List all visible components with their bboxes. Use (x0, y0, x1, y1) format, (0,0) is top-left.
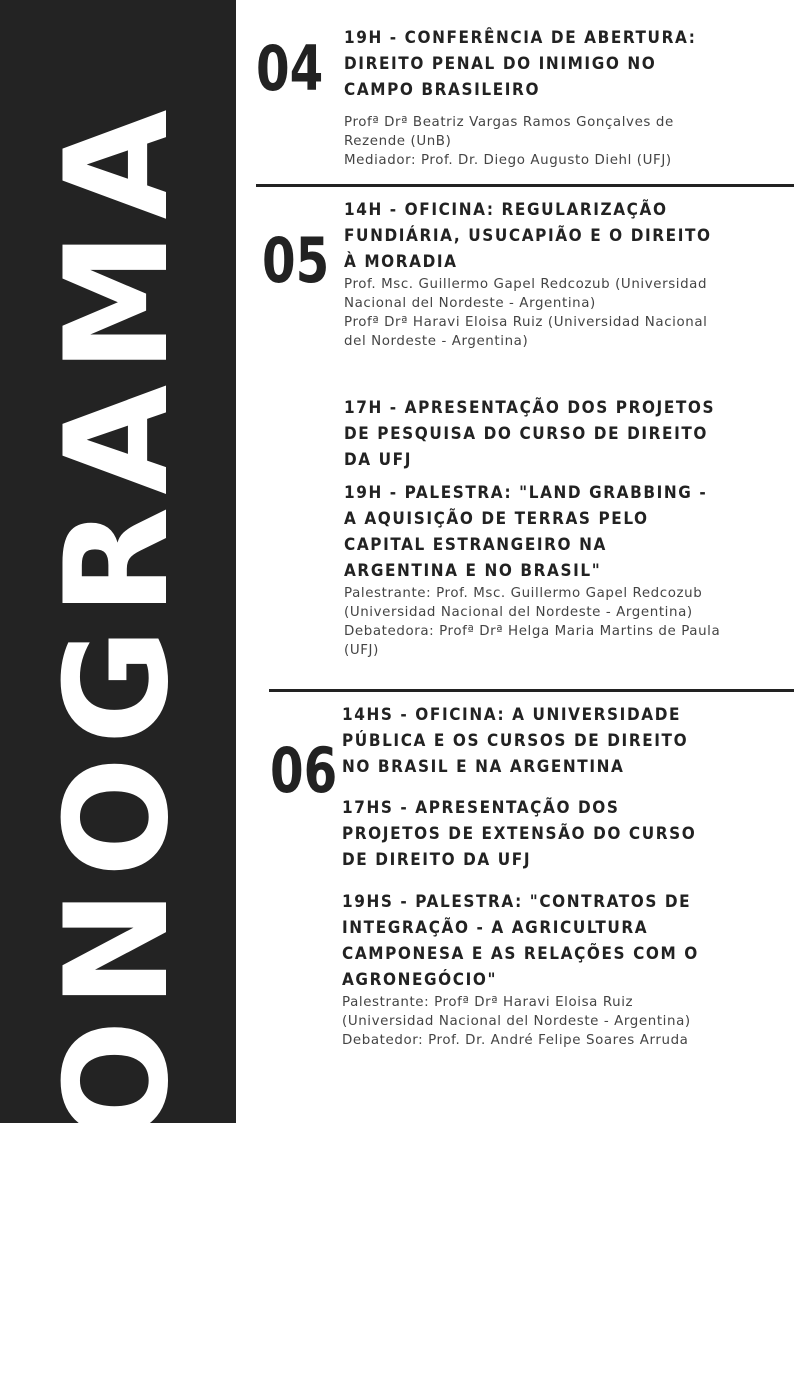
event-block (342, 702, 722, 780)
event-speaker: Profª Drª Beatriz Vargas Ramos Gonçalves de Rezende (UnB) (344, 115, 674, 149)
event-heading: 14HS - OFICINA: A UNIVERSIDADE PÚBLICA E OS CURSOS DE DIREITO NO BRASIL E NA ARGENTINA (342, 705, 689, 777)
event-heading: 14H - OFICINA: REGULARIZAÇÃO FUNDIÁRIA, USUCAPIÃO E O DIREITO À MORADIA (344, 200, 712, 272)
event-block (344, 197, 724, 351)
event-speaker: Prof. Msc. Guillermo Gapel Redcozub (Universidad Nacional del Nordeste - Argentina) (344, 277, 708, 311)
event-speaker: Profª Drª Haravi Eloisa Ruiz (Universidad Nacional del Nordeste - Argentina) (344, 315, 708, 349)
event-speaker: Palestrante: Prof. Msc. Guillermo Gapel Redcozub (Universidad Nacional del Nordeste - Argentina) (344, 586, 703, 620)
event-mediator: Mediador: Prof. Dr. Diego Augusto Diehl (UFJ) (344, 153, 672, 168)
event-block (344, 395, 724, 473)
event-heading: 19H - CONFERÊNCIA DE ABERTURA: DIREITO PENAL DO INIMIGO NO CAMPO BRASILEIRO (344, 28, 697, 100)
page-title: CRONOGRAMA (35, 97, 200, 1378)
event-block (344, 25, 724, 170)
event-heading: 17HS - APRESENTAÇÃO DOS PROJETOS DE EXTENSÃO DO CURSO DE DIREITO DA UFJ (342, 798, 697, 870)
event-block (342, 795, 722, 873)
event-block (342, 889, 722, 1050)
event-debater: Debatedora: Profª Drª Helga Maria Martins de Paula (UFJ) (344, 624, 721, 658)
day-number-04: 04 (256, 32, 324, 105)
section-divider (256, 184, 794, 187)
event-heading: 17H - APRESENTAÇÃO DOS PROJETOS DE PESQUISA DO CURSO DE DIREITO DA UFJ (344, 398, 716, 470)
event-heading: 19HS - PALESTRA: "CONTRATOS DE INTEGRAÇÃO - A AGRICULTURA CAMPONESA E AS RELAÇÕES COM O AGRONEGÓCIO" (342, 892, 699, 990)
sidebar-panel (0, 0, 236, 1378)
day-number-05: 05 (262, 224, 330, 297)
day-number-06: 06 (270, 734, 338, 807)
event-debater: Debatedor: Prof. Dr. André Felipe Soares Arruda (342, 1033, 689, 1048)
event-heading: 19H - PALESTRA: "LAND GRABBING - A AQUISIÇÃO DE TERRAS PELO CAPITAL ESTRANGEIRO NA ARGENTINA E NO BRASIL" (344, 483, 708, 581)
event-block (344, 480, 724, 660)
event-speaker: Palestrante: Profª Drª Haravi Eloisa Ruiz (Universidad Nacional del Nordeste - Argentina) (342, 995, 691, 1029)
section-divider (269, 689, 794, 692)
